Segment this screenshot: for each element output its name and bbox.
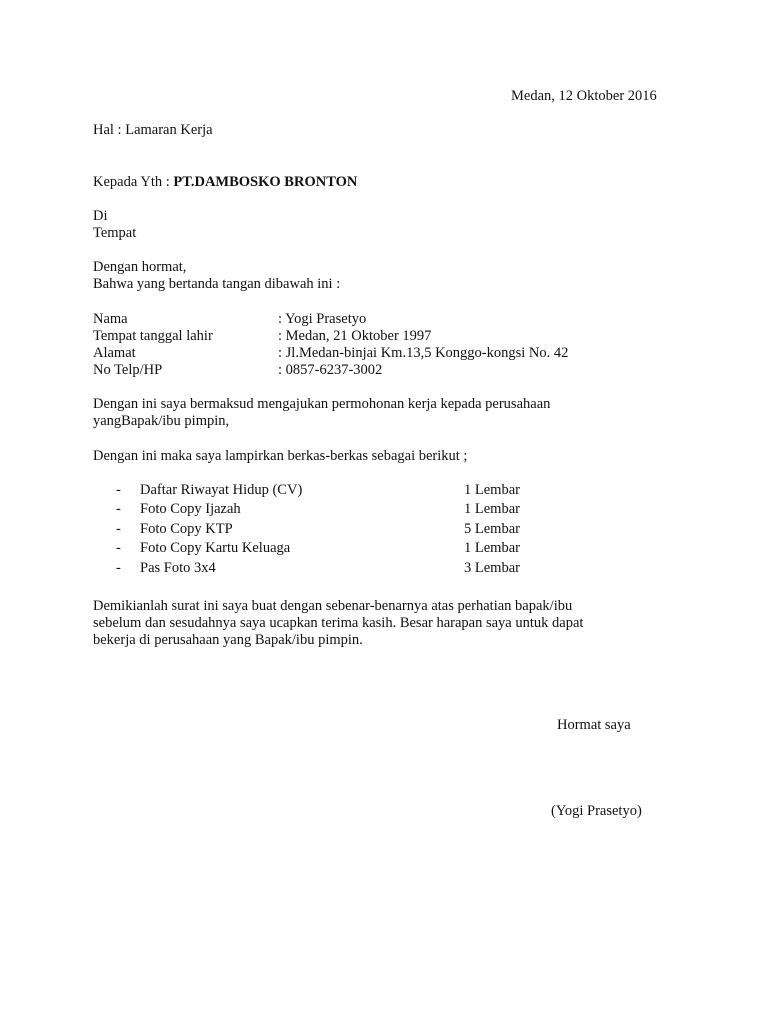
list-bullet: - xyxy=(116,521,121,537)
letter-subject: Hal : Lamaran Kerja xyxy=(93,122,213,138)
attachment-qty: 5 Lembar xyxy=(464,521,520,537)
attachment-name: Daftar Riwayat Hidup (CV) xyxy=(140,482,303,498)
identity-value-phone: : 0857-6237-3002 xyxy=(278,362,383,378)
recipient-prefix: Kepada Yth : xyxy=(93,174,174,190)
list-bullet: - xyxy=(116,540,121,556)
body-paragraph-1-line-1: Dengan ini saya bermaksud mengajukan permohonan kerja kepada perusahaan xyxy=(93,396,551,412)
signature-name: (Yogi Prasetyo) xyxy=(551,803,642,819)
attachment-qty: 1 Lembar xyxy=(464,540,520,556)
greeting: Dengan hormat, xyxy=(93,259,187,275)
identity-label-birth: Tempat tanggal lahir xyxy=(93,328,213,344)
intro-line: Bahwa yang bertanda tangan dibawah ini : xyxy=(93,276,341,292)
regards: Hormat saya xyxy=(557,717,631,733)
attachment-name: Pas Foto 3x4 xyxy=(140,560,216,576)
list-bullet: - xyxy=(116,482,121,498)
closing-paragraph-line-3: bekerja di perusahaan yang Bapak/ibu pimpin. xyxy=(93,632,363,648)
identity-label-phone: No Telp/HP xyxy=(93,362,163,378)
identity-label-address: Alamat xyxy=(93,345,136,361)
identity-label-name: Nama xyxy=(93,311,128,327)
recipient-line xyxy=(93,174,357,191)
recipient-di: Di xyxy=(93,208,108,224)
attachment-name: Foto Copy KTP xyxy=(140,521,233,537)
identity-value-name: : Yogi Prasetyo xyxy=(278,311,367,327)
recipient-company: PT.DAMBOSKO BRONTON xyxy=(173,174,358,190)
identity-value-address: : Jl.Medan-binjai Km.13,5 Konggo-kongsi No. 42 xyxy=(278,345,569,361)
attachment-name: Foto Copy Kartu Keluaga xyxy=(140,540,291,556)
attachment-name: Foto Copy Ijazah xyxy=(140,501,241,517)
attachment-qty: 1 Lembar xyxy=(464,501,520,517)
recipient-place: Tempat xyxy=(93,225,137,241)
body-paragraph-1-line-2: yangBapak/ibu pimpin, xyxy=(93,413,230,429)
letter-date: Medan, 12 Oktober 2016 xyxy=(511,88,657,104)
identity-value-birth: : Medan, 21 Oktober 1997 xyxy=(278,328,432,344)
attachment-qty: 3 Lembar xyxy=(464,560,520,576)
list-bullet: - xyxy=(116,560,121,576)
attachment-qty: 1 Lembar xyxy=(464,482,520,498)
closing-paragraph-line-2: sebelum dan sesudahnya saya ucapkan terima kasih. Besar harapan saya untuk dapat xyxy=(93,615,584,631)
body-paragraph-2: Dengan ini maka saya lampirkan berkas-berkas sebagai berikut ; xyxy=(93,448,468,464)
closing-paragraph-line-1: Demikianlah surat ini saya buat dengan sebenar-benarnya atas perhatian bapak/ibu xyxy=(93,598,573,614)
list-bullet: - xyxy=(116,501,121,517)
